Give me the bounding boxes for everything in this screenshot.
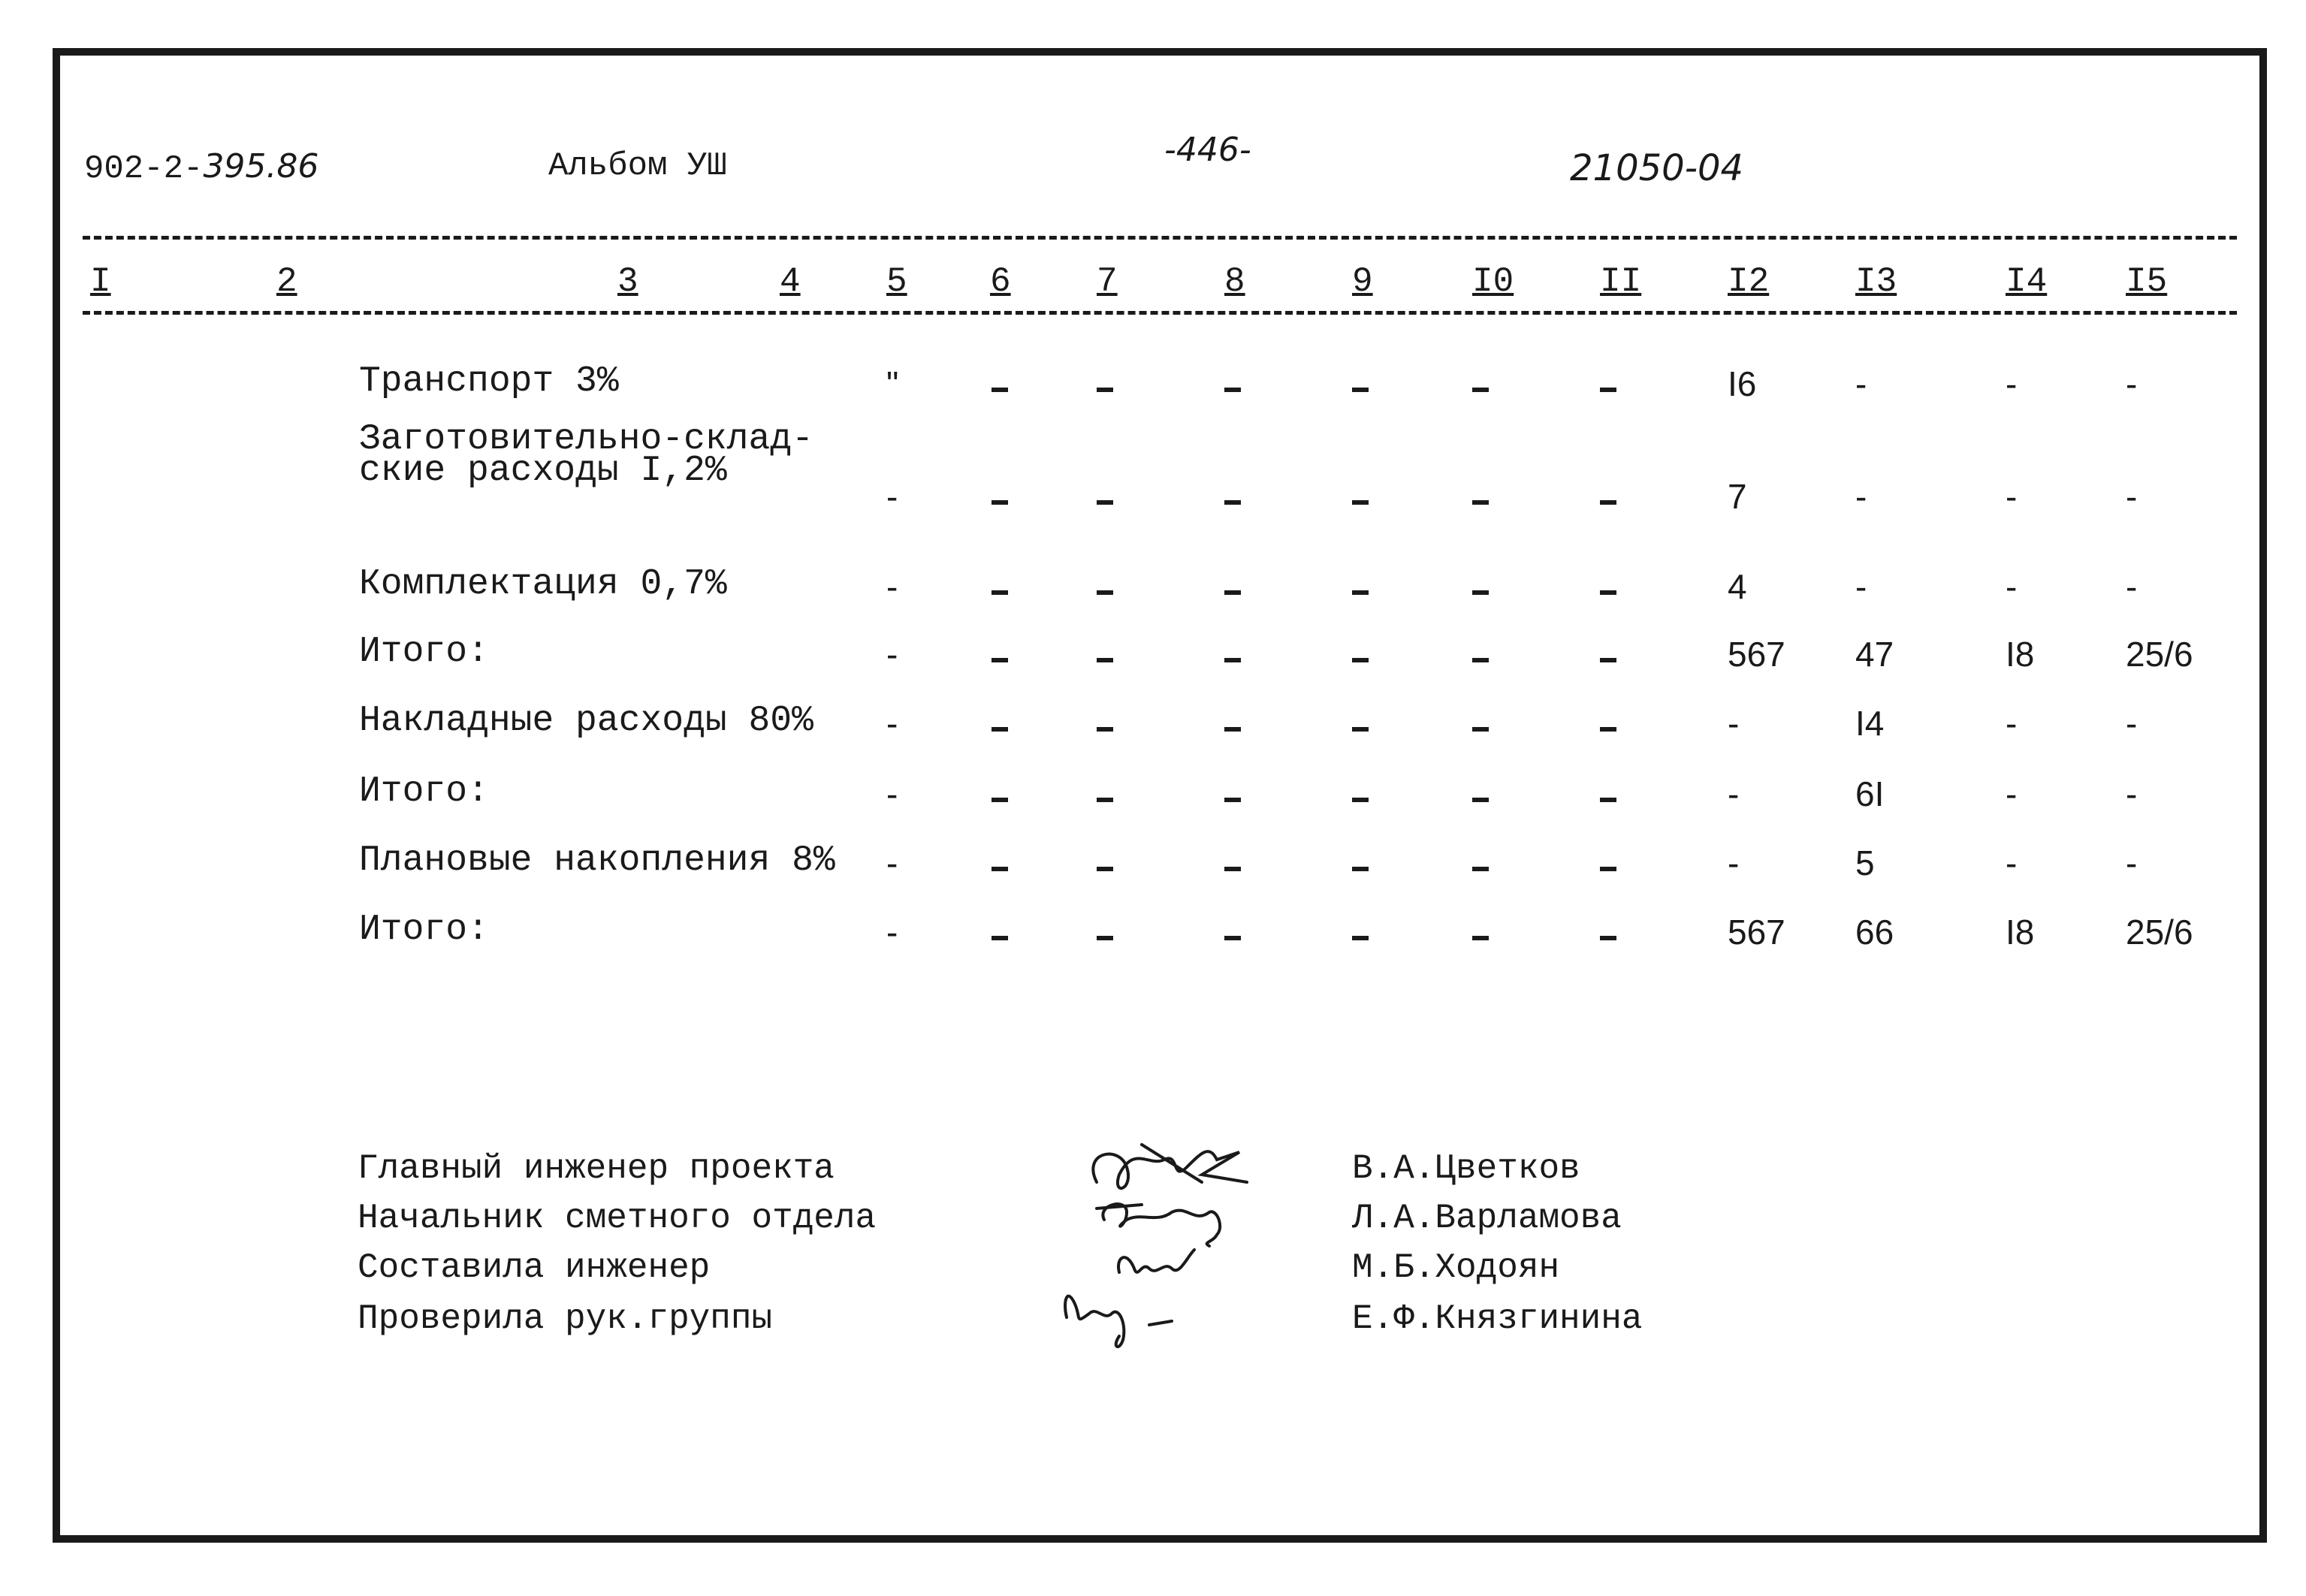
empty-cell-dash <box>1472 658 1489 662</box>
cell-col15: - <box>2126 477 2138 516</box>
empty-cell-dash <box>1097 500 1113 505</box>
colnum-underline <box>83 311 2237 315</box>
empty-cell-dash <box>1097 936 1113 940</box>
colnum-4: 4 <box>780 262 801 301</box>
cell-col13: I4 <box>1855 704 1885 743</box>
cell-col15: 25/6 <box>2126 913 2193 952</box>
empty-cell-dash <box>1600 658 1616 662</box>
row-label: Плановые накопления 8% <box>359 840 835 881</box>
sig-name-1: В.А.Цветков <box>1352 1149 1580 1188</box>
cell-col5: - <box>886 913 898 952</box>
doc-code-prefix: 902-2- <box>84 150 204 188</box>
header-divider <box>83 236 2237 240</box>
colnum-11: II <box>1600 262 1642 301</box>
empty-cell-dash <box>1352 936 1369 940</box>
cell-col14: I8 <box>2006 913 2035 952</box>
empty-cell-dash <box>992 590 1008 595</box>
empty-cell-dash <box>1600 727 1616 732</box>
cell-col15: - <box>2126 843 2138 882</box>
empty-cell-dash <box>1472 936 1489 940</box>
empty-cell-dash <box>1224 500 1241 505</box>
colnum-14: I4 <box>2006 262 2048 301</box>
empty-cell-dash <box>1224 727 1241 732</box>
empty-cell-dash <box>1224 658 1241 662</box>
sig-title-3: Составила инженер <box>358 1248 711 1287</box>
cell-col13: - <box>1855 567 1867 606</box>
cell-col12: - <box>1728 774 1740 813</box>
empty-cell-dash <box>1097 658 1113 662</box>
empty-cell-dash <box>1600 867 1616 871</box>
empty-cell-dash <box>1600 798 1616 802</box>
empty-cell-dash <box>1352 727 1369 732</box>
page-number: -446- <box>1164 131 1251 169</box>
row-label: Итого: <box>359 632 489 672</box>
cell-col5: - <box>886 704 898 743</box>
empty-cell-dash <box>1352 500 1369 505</box>
empty-cell-dash <box>1472 798 1489 802</box>
table-row <box>60 419 2259 521</box>
row-label <box>359 419 813 491</box>
empty-cell-dash <box>1352 798 1369 802</box>
cell-col13: 5 <box>1855 843 1875 882</box>
row-label: Транспорт 3% <box>359 361 619 402</box>
colnum-6: 6 <box>990 262 1011 301</box>
empty-cell-dash <box>992 798 1008 802</box>
project-code: 21050-04 <box>1570 147 1744 189</box>
cell-col12: I6 <box>1728 364 1757 403</box>
table-row <box>60 912 2259 957</box>
cell-col5: - <box>886 477 898 516</box>
empty-cell-dash <box>1600 590 1616 595</box>
empty-cell-dash <box>992 658 1008 662</box>
empty-cell-dash <box>1097 388 1113 392</box>
colnum-13: I3 <box>1855 262 1897 301</box>
colnum-12: I2 <box>1728 262 1770 301</box>
document-sheet <box>53 48 2267 1543</box>
cell-col12: - <box>1728 843 1740 882</box>
row-label: Комплектация 0,7% <box>359 564 727 605</box>
cell-col12: 4 <box>1728 567 1747 606</box>
cell-col14: - <box>2006 477 2018 516</box>
table-row <box>60 634 2259 679</box>
cell-col5: " <box>886 364 899 403</box>
row-label-line1: Заготовительно-склад- <box>359 419 813 460</box>
empty-cell-dash <box>1224 867 1241 871</box>
empty-cell-dash <box>992 500 1008 505</box>
colnum-9: 9 <box>1352 262 1373 301</box>
colnum-3: 3 <box>617 262 638 301</box>
cell-col13: - <box>1855 364 1867 403</box>
cell-col15: - <box>2126 364 2138 403</box>
cell-col15: - <box>2126 774 2138 813</box>
cell-col14: - <box>2006 704 2018 743</box>
cell-col5: - <box>886 635 898 674</box>
cell-col14: - <box>2006 364 2018 403</box>
empty-cell-dash <box>1097 867 1113 871</box>
empty-cell-dash <box>1600 388 1616 392</box>
empty-cell-dash <box>1224 798 1241 802</box>
sig-name-4: Е.Ф.Князгинина <box>1352 1299 1643 1338</box>
table-row <box>60 566 2259 611</box>
empty-cell-dash <box>1097 798 1113 802</box>
sig-title-1: Главный инженер проекта <box>358 1149 835 1188</box>
cell-col12: 7 <box>1728 477 1747 516</box>
row-label: Накладные расходы 80% <box>359 701 813 741</box>
cell-col12: 567 <box>1728 635 1785 674</box>
colnum-15: I5 <box>2126 262 2168 301</box>
cell-col12: - <box>1728 704 1740 743</box>
cell-col5: - <box>886 843 898 882</box>
colnum-10: I0 <box>1472 262 1514 301</box>
table-row <box>60 703 2259 748</box>
empty-cell-dash <box>1224 936 1241 940</box>
sig-title-2: Начальник сметного отдела <box>358 1199 877 1238</box>
empty-cell-dash <box>1097 590 1113 595</box>
sig-name-2: Л.А.Варламова <box>1352 1199 1622 1238</box>
cell-col5: - <box>886 774 898 813</box>
empty-cell-dash <box>1224 590 1241 595</box>
empty-cell-dash <box>1472 867 1489 871</box>
table-row <box>60 771 2259 819</box>
empty-cell-dash <box>1224 388 1241 392</box>
table-row <box>60 361 2259 409</box>
empty-cell-dash <box>992 727 1008 732</box>
empty-cell-dash <box>1600 500 1616 505</box>
colnum-2: 2 <box>276 262 297 301</box>
cell-col13: - <box>1855 477 1867 516</box>
colnum-7: 7 <box>1097 262 1118 301</box>
empty-cell-dash <box>1352 658 1369 662</box>
album-title: Альбом УШ <box>548 147 727 185</box>
cell-col13: 47 <box>1855 635 1894 674</box>
row-label: Итого: <box>359 771 489 812</box>
cell-col14: I8 <box>2006 635 2035 674</box>
cell-col13: 66 <box>1855 913 1894 952</box>
handwritten-signatures <box>1052 1100 1352 1377</box>
cell-col14: - <box>2006 843 2018 882</box>
cell-col13: 6I <box>1855 774 1885 813</box>
empty-cell-dash <box>1472 727 1489 732</box>
empty-cell-dash <box>1352 867 1369 871</box>
colnum-5: 5 <box>886 262 907 301</box>
doc-code-handwritten: 395.86 <box>203 147 319 186</box>
colnum-1: I <box>90 262 111 301</box>
empty-cell-dash <box>992 388 1008 392</box>
cell-col14: - <box>2006 774 2018 813</box>
empty-cell-dash <box>1472 500 1489 505</box>
row-label: Итого: <box>359 910 489 950</box>
empty-cell-dash <box>1472 388 1489 392</box>
empty-cell-dash <box>1352 388 1369 392</box>
empty-cell-dash <box>1600 936 1616 940</box>
sig-name-3: М.Б.Ходоян <box>1352 1248 1560 1287</box>
colnum-8: 8 <box>1224 262 1245 301</box>
empty-cell-dash <box>1097 727 1113 732</box>
empty-cell-dash <box>1352 590 1369 595</box>
table-row <box>60 840 2259 888</box>
cell-col15: - <box>2126 567 2138 606</box>
empty-cell-dash <box>992 936 1008 940</box>
row-label-line2: ские расходы I,2% <box>359 451 727 491</box>
empty-cell-dash <box>992 867 1008 871</box>
cell-col5: - <box>886 567 898 606</box>
sig-title-4: Проверила рук.группы <box>358 1299 773 1338</box>
cell-col15: - <box>2126 704 2138 743</box>
cell-col12: 567 <box>1728 913 1785 952</box>
empty-cell-dash <box>1472 590 1489 595</box>
cell-col14: - <box>2006 567 2018 606</box>
cell-col15: 25/6 <box>2126 635 2193 674</box>
doc-code <box>84 147 318 188</box>
